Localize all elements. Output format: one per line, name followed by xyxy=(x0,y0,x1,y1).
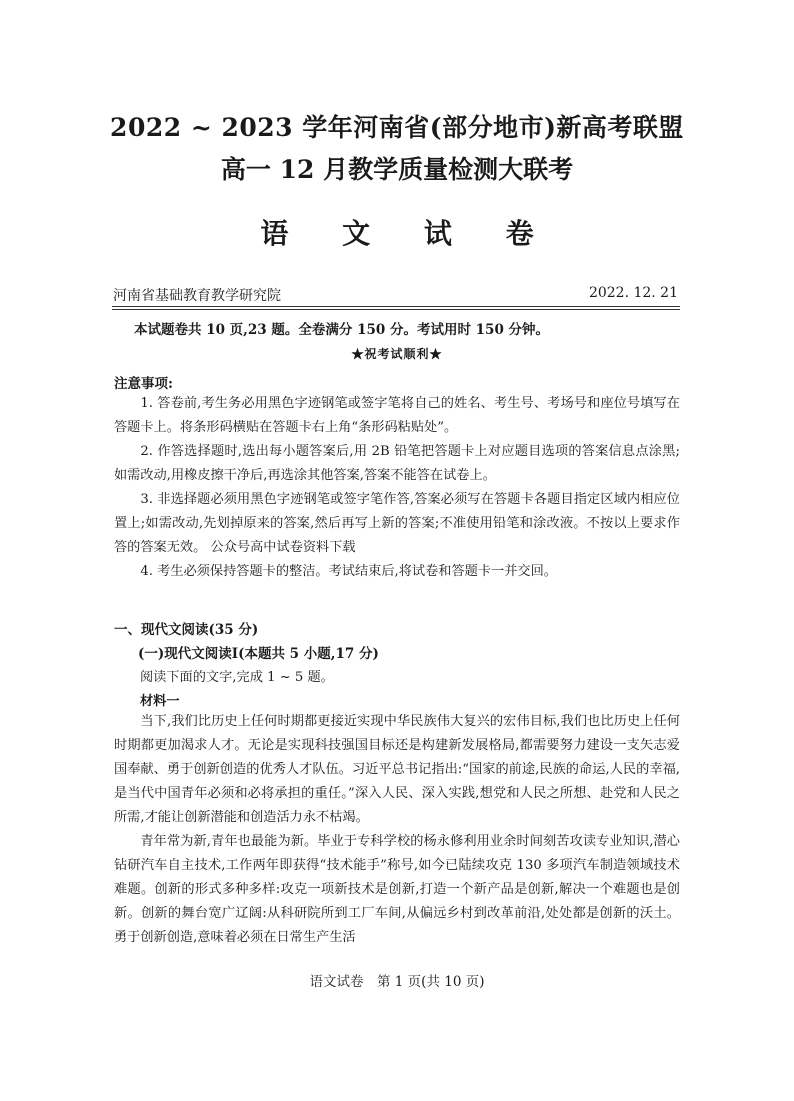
exam-date: 2022. 12. 21 xyxy=(588,285,678,301)
subject-title: 语 文 试 卷 xyxy=(260,217,556,250)
material-paragraph-1: 当下,我们比历史上任何时期都更接近实现中华民族伟大复兴的宏伟目标,我们也比历史上任何时期都更加渴求人才。无论是实现科技强国目标还是构建新发展格局,都需要努力建设一支矢志爱国奉献、勇于创新创造的优秀人才队伍。习近平总书记指出:“国家的前途,民族的命运,人民的幸福,是当代中国青年必须和必将承担的重任。”深入人民、深入实践,想党和人民之所想、赴党和人民之所需,才能让创新潜能和创造活力永不枯竭。 xyxy=(114,714,680,825)
reading-instruction: 阅读下面的文字,完成 1 ~ 5 题。 xyxy=(140,670,334,685)
exam-title-line1: 2022 ~ 2023 学年河南省(部分地市)新高考联盟 xyxy=(110,113,684,142)
header-divider-bottom xyxy=(112,309,680,310)
subsection-heading: (一)现代文阅读Ⅰ(本题共 5 小题,17 分) xyxy=(138,646,379,662)
material-label: 材料一 xyxy=(140,694,180,709)
header-divider-top xyxy=(112,306,680,307)
exam-title-line2: 高一 12 月教学质量检测大联考 xyxy=(220,155,574,184)
material-paragraph-2: 青年常为新,青年也最能为新。毕业于专科学校的杨永修利用业余时间刻苦攻读专业知识,潜心钻研汽车自主技术,工作两年即获得“技术能手”称号,如今已陆续攻克 130 多项汽车制造领域技术难题。创新的形式多种多样:攻克一项新技术是创新,打造一个新产品是创新,解决一个难题也是创新。创新的舞台宽广辽阔:从科研院所到工厂车间,从偏远乡村到改革前沿,处处都是创新的沃土。勇于创新创造,意味着必须在日常生产生活 xyxy=(114,834,680,945)
section-heading: 一、现代文阅读(35 分) xyxy=(114,622,259,638)
notice-item-2: 2. 作答选择题时,选出每小题答案后,用 2B 铅笔把答题卡上对应题目选项的答案信息点涂黑;如需改动,用橡皮擦干净后,再选涂其他答案,答案不能答在试卷上。 xyxy=(114,444,680,483)
notice-heading: 注意事项: xyxy=(114,376,173,392)
notice-item-3: 3. 非选择题必须用黑色字迹钢笔或签字笔作答,答案必须写在答题卡各题目指定区域内相应位置上;如需改动,先划掉原来的答案,然后再写上新的答案;不准使用铅笔和涂改液。不按以上要求作答的答案无效。 公众号高中试卷资料下载 xyxy=(114,492,680,555)
issuer-name: 河南省基础教育教学研究院 xyxy=(113,288,281,304)
page-footer: 语文试卷 第 1 页(共 10 页) xyxy=(309,974,485,990)
notice-item-1: 1. 答卷前,考生务必用黑色字迹钢笔或签字笔将自己的姓名、考生号、考场号和座位号填写在答题卡上。将条形码横贴在答题卡右上角“条形码粘贴处”。 xyxy=(114,396,680,435)
notice-item-4: 4. 考生必须保持答题卡的整洁。考试结束后,将试卷和答题卡一并交回。 xyxy=(140,564,557,579)
good-luck-banner: ★祝考试顺利★ xyxy=(351,347,443,361)
exam-summary: 本试题卷共 10 页,23 题。全卷满分 150 分。考试用时 150 分钟。 xyxy=(134,322,550,338)
